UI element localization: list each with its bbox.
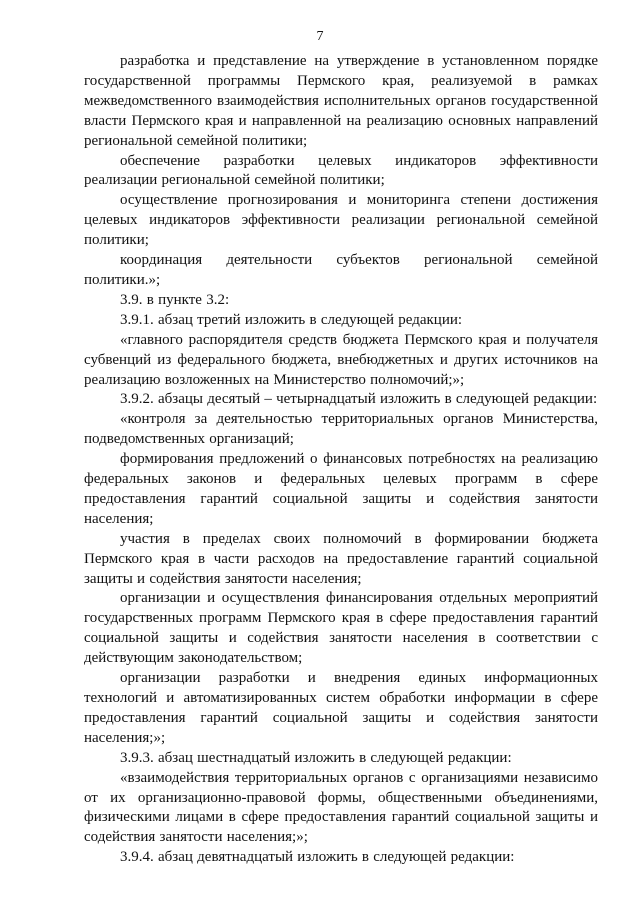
paragraph: разработка и представление на утверждение в установленном порядке государственной программы Пермского края, реализуемой в рамках межведомственного взаимодействия исполнительных органов государственной власти Пермского края и направленной на реализацию основных направлений региональной семейной политики;: [84, 53, 598, 149]
paragraph: организации и осуществления финансирования отдельных мероприятий государственных программ Пермского края в сфере предоставления гарантий социальной защиты и содействия занятости населения в соответствии с действующим законодательством;: [84, 590, 598, 667]
paragraph: 3.9.3. абзац шестнадцатый изложить в следующей редакции:: [120, 749, 512, 766]
paragraph: 3.9.1. абзац третий изложить в следующей редакции:: [120, 311, 463, 328]
paragraph: «взаимодействия территориальных органов с организациями независимо от их организационно-правовой формы, общественными объединениями, физическими лицами в сфере предоставления гарантий социальной защиты и содействия занятости населения;»;: [84, 769, 598, 846]
paragraph: 3.9.4. абзац девятнадцатый изложить в следующей редакции:: [120, 849, 515, 866]
paragraph: 3.9. в пункте 3.2:: [120, 291, 230, 308]
paragraph: обеспечение разработки целевых индикаторов эффективности реализации региональной семейной политики;: [84, 152, 598, 189]
paragraph: участия в пределах своих полномочий в формировании бюджета Пермского края в части расходов на предоставление гарантий социальной защиты и содействия занятости населения;: [84, 530, 598, 587]
paragraph: осуществление прогнозирования и мониторинга степени достижения целевых индикаторов эффективности реализации региональной семейной политики;: [84, 192, 598, 249]
document-body: [84, 52, 598, 868]
paragraph: формирования предложений о финансовых потребностях на реализацию федеральных законов и федеральных целевых программ в сфере предоставления гарантий социальной защиты и содействия занятости населения;: [84, 451, 598, 527]
page-number: 7: [316, 29, 324, 44]
paragraph: «контроля за деятельностью территориальных органов Министерства, подведомственных организаций;: [84, 411, 598, 448]
paragraph: координация деятельности субъектов региональной семейной политики.»;: [84, 252, 598, 288]
paragraph: организации разработки и внедрения единых информационных технологий и автоматизированных систем обработки информации в сфере предоставления гарантий социальной защиты и содействия занятости населения;»;: [84, 670, 598, 746]
paragraph: 3.9.2. абзацы десятый – четырнадцатый изложить в следующей редакции:: [120, 391, 598, 408]
paragraph: «главного распорядителя средств бюджета Пермского края и получателя субвенций из федерального бюджета, внебюджетных и других источников на реализацию возложенных на Министерство полномочий;»;: [84, 331, 598, 388]
